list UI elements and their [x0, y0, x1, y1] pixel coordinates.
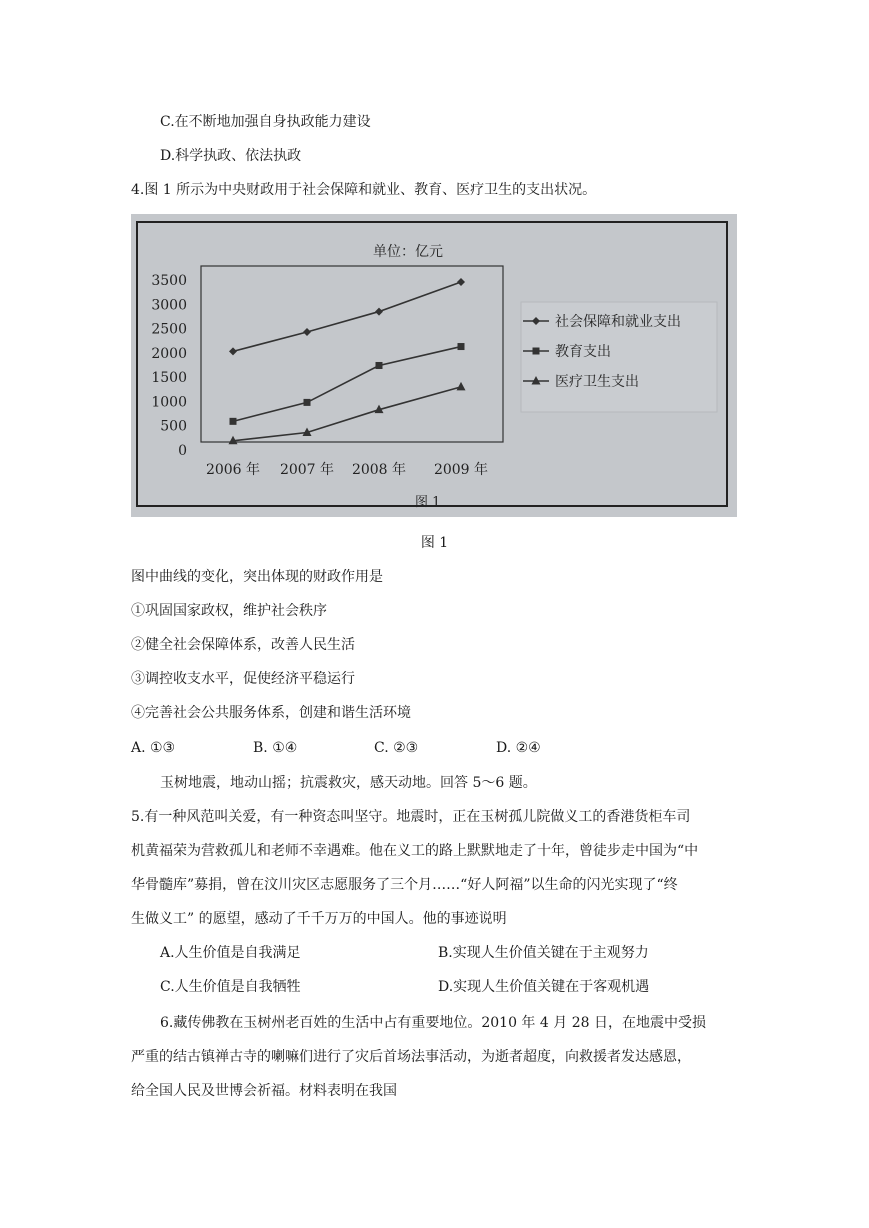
- data-point: [230, 418, 237, 425]
- q4-stem: 4.图 1 所示为中央财政用于社会保障和就业、教育、医疗卫生的支出状况。: [131, 182, 597, 198]
- y-tick-label: 2500: [151, 321, 187, 338]
- x-tick-label: 2007 年: [279, 462, 335, 478]
- data-point: [457, 278, 465, 286]
- q4-choice-b: B. ①④: [253, 740, 298, 756]
- q5-choice-a: A.人生价值是自我满足: [160, 945, 301, 961]
- q5-line-4: 生做义工” 的愿望，感动了千千万万的中国人。他的事迹说明: [131, 911, 507, 927]
- q4-statement-1: ①巩固国家政权，维护社会秩序: [131, 603, 327, 619]
- chart-photo: [131, 214, 737, 517]
- y-tick-label: 3000: [151, 297, 187, 314]
- q3-option-c: C.在不断地加强自身执政能力建设: [160, 114, 371, 130]
- legend-label: 教育支出: [555, 344, 611, 360]
- q4-question: 图中曲线的变化，突出体现的财政作用是: [131, 569, 383, 585]
- y-tick-label: 1500: [151, 370, 187, 387]
- legend-label: 医疗卫生支出: [555, 374, 639, 390]
- x-tick-label: 2008 年: [351, 462, 407, 478]
- data-point: [533, 348, 540, 355]
- series-line: [233, 282, 461, 351]
- q6-line-1: 6.藏传佛教在玉树州老百姓的生活中占有重要地位。2010 年 4 月 28 日，在地震中受损: [160, 1015, 706, 1031]
- q6-line-2: 严重的结古镇禅古寺的喇嘛们进行了灾后首场法事活动，为逝者超度，向救援者发达感恩，: [131, 1049, 691, 1065]
- intro-5-6: 玉树地震，地动山摇；抗震救灾，感天动地。回答 5～6 题。: [160, 775, 537, 791]
- y-tick-label: 2000: [151, 345, 187, 362]
- series-line: [233, 347, 461, 422]
- data-point: [304, 399, 311, 406]
- y-tick-label: 1000: [151, 394, 187, 411]
- figure-caption: 图 1: [420, 535, 449, 551]
- y-tick-label: 0: [178, 443, 187, 459]
- q4-statement-2: ②健全社会保障体系，改善人民生活: [131, 637, 355, 653]
- q4-choice-c: C. ②③: [374, 740, 419, 756]
- q5-line-2: 机黄福荣为营救孤儿和老师不幸遇难。他在义工的路上默默地走了十年，曾徒步走中国为“中: [131, 843, 699, 859]
- series-line: [233, 387, 461, 441]
- data-point: [457, 382, 466, 391]
- legend-label: 社会保障和就业支出: [555, 314, 681, 330]
- q3-option-d: D.科学执政、依法执政: [160, 148, 302, 164]
- q5-choice-d: D.实现人生价值关键在于客观机遇: [438, 979, 650, 995]
- data-point: [458, 343, 465, 350]
- data-point: [376, 362, 383, 369]
- chart-figure-label: 图 1: [415, 495, 441, 510]
- q5-line-3: 华骨髓库”募捐，曾在汶川灾区志愿服务了三个月……“好人阿福”以生命的闪光实现了“终: [131, 877, 678, 893]
- y-tick-label: 500: [160, 418, 187, 435]
- chart-unit-label: 单位：亿元: [373, 244, 443, 260]
- data-point: [303, 328, 311, 336]
- line-chart: [131, 214, 737, 517]
- q4-choice-a: A. ①③: [131, 740, 176, 756]
- q4-statement-3: ③调控收支水平，促使经济平稳运行: [131, 671, 355, 687]
- q4-choice-d: D. ②④: [496, 740, 541, 756]
- q5-choice-b: B.实现人生价值关键在于主观努力: [438, 945, 649, 961]
- q5-line-1: 5.有一种风范叫关爱，有一种资态叫坚守。地震时，正在玉树孤儿院做义工的香港货柜车司: [131, 809, 691, 825]
- x-tick-label: 2006 年: [205, 462, 261, 478]
- y-tick-label: 3500: [151, 273, 187, 289]
- q4-statement-4: ④完善社会公共服务体系，创建和谐生活环境: [131, 705, 411, 721]
- x-tick-label: 2009 年: [433, 462, 489, 478]
- q6-line-3: 给全国人民及世博会祈福。材料表明在我国: [131, 1083, 397, 1099]
- q5-choice-c: C.人生价值是自我牺牲: [160, 979, 301, 995]
- data-point: [229, 347, 237, 355]
- data-point: [375, 308, 383, 316]
